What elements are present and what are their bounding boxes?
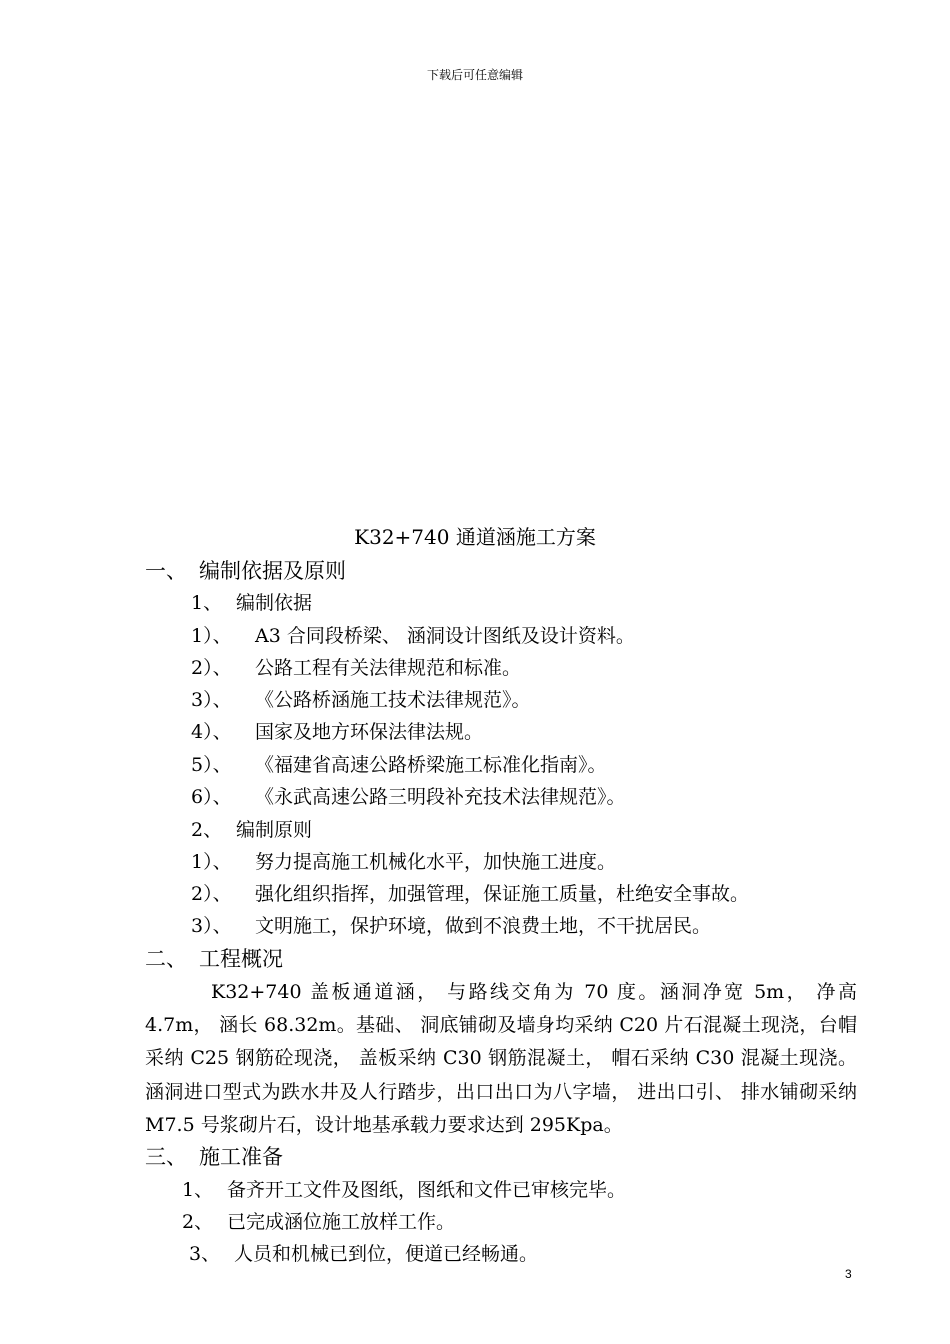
item-text: 《永武高速公路三明段补充技术法律规范》。 <box>255 786 626 808</box>
section-heading-3 <box>145 1141 283 1171</box>
list-item <box>182 1175 626 1202</box>
item-text: 国家及地方环保法律法规。 <box>255 721 484 743</box>
item-text: 人员和机械已到位，便道已经畅通。 <box>234 1243 539 1265</box>
item-number: 3、 <box>189 1243 221 1265</box>
section-number: 二、 <box>145 947 187 971</box>
section-number: 三、 <box>145 1145 187 1169</box>
subsection-number: 1、 <box>191 592 223 614</box>
section-heading-1 <box>145 555 346 585</box>
subsection-number: 2、 <box>191 819 223 841</box>
item-number: 5）、 <box>191 754 232 776</box>
subsection-heading-principles <box>191 815 312 842</box>
list-item <box>191 911 711 938</box>
item-text: 努力提高施工机械化水平，加快施工进度。 <box>255 851 617 873</box>
item-number: 3）、 <box>191 915 232 937</box>
list-item <box>191 782 626 809</box>
list-item <box>191 621 635 648</box>
list-item <box>191 717 483 744</box>
list-item <box>182 1207 455 1234</box>
overview-paragraph: K32+740 盖板通道涵， 与路线交角为 70 度。涵洞净宽 5m， 净高 4.7m， 涵长 68.32m。基础、 洞底铺砌及墙身均采纳 C20 片石混凝土现浇，台帽采纳 C25 钢筋砼现浇， 盖板采纳 C30 钢筋混凝土， 帽石采纳 C30 混凝土现浇。涵洞进口型式为跌水井及人行踏步，出口出口为八字墙， 进出口引、 排水铺砌采纳 M7.5 号浆砌片石，设计地基承载力要求达到 295Kpa。 <box>145 981 857 1136</box>
list-item <box>191 879 749 906</box>
item-number: 1、 <box>182 1179 214 1201</box>
list-item <box>191 653 521 680</box>
item-text: 《福建省高速公路桥梁施工标准化指南》。 <box>255 754 607 776</box>
item-number: 6）、 <box>191 786 232 808</box>
page-header: 下载后可任意编辑 <box>426 68 523 82</box>
list-item <box>189 1239 538 1266</box>
document-title: K32+740 通道涵施工方案 <box>354 525 596 549</box>
item-text: 《公路桥涵施工技术法律规范》。 <box>255 689 531 711</box>
item-number: 1）、 <box>191 851 232 873</box>
section-heading-2 <box>145 943 283 973</box>
item-text: 文明施工，保护环境，做到不浪费土地，不干扰居民。 <box>255 915 712 937</box>
item-text: 强化组织指挥，加强管理，保证施工质量，杜绝安全事故。 <box>255 883 750 905</box>
item-text: 公路工程有关法律规范和标准。 <box>255 657 522 679</box>
section-label: 工程概况 <box>199 947 283 971</box>
subsection-label: 编制原则 <box>236 819 313 841</box>
item-text: 已完成涵位施工放样工作。 <box>227 1211 456 1233</box>
item-number: 4）、 <box>191 721 232 743</box>
list-item <box>191 685 531 712</box>
item-number: 2）、 <box>191 657 232 679</box>
section-label: 施工准备 <box>199 1145 283 1169</box>
page-number: 3 <box>845 1267 852 1281</box>
list-item <box>191 847 616 874</box>
list-item <box>191 750 607 777</box>
section-number: 一、 <box>145 559 187 583</box>
item-text: A3 合同段桥梁、 涵洞设计图纸及设计资料。 <box>255 625 635 647</box>
item-number: 2、 <box>182 1211 214 1233</box>
item-text: 备齐开工文件及图纸，图纸和文件已审核完毕。 <box>227 1179 627 1201</box>
item-number: 1）、 <box>191 625 232 647</box>
item-number: 3）、 <box>191 689 232 711</box>
section-label: 编制依据及原则 <box>199 559 346 583</box>
item-number: 2）、 <box>191 883 232 905</box>
subsection-heading-basis <box>191 588 312 615</box>
subsection-label: 编制依据 <box>236 592 313 614</box>
